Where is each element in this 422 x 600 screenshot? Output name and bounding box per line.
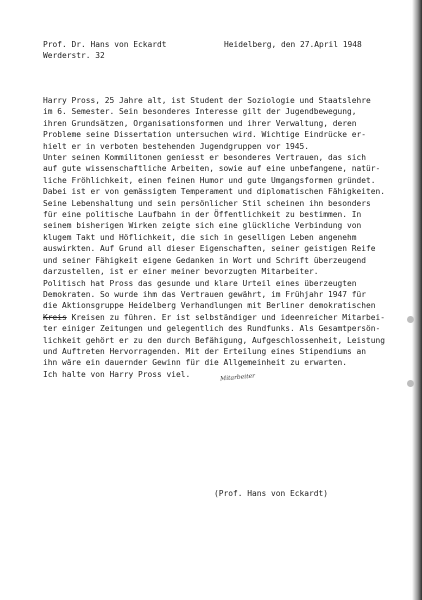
body-line: Dabei ist er von gemässigtem Temperament und diplomatischen Fähigkeiten. bbox=[43, 187, 386, 197]
body-line: darzustellen, ist er einer meiner bevorzugten Mitarbeiter. bbox=[43, 267, 319, 277]
body-line: ter einiger Zeitungen und gelegentlich des Rundfunks. Als Gesamtpersön- bbox=[43, 324, 381, 334]
body-line: Harry Pross, 25 Jahre alt, ist Student der Soziologie und Staatslehre bbox=[43, 96, 371, 105]
body-line: lichkeit gehört er zu den durch Befähigung, Aufgeschlossenheit, Leistung bbox=[43, 335, 386, 345]
handwritten-annotation: Mitarbeiter bbox=[219, 372, 256, 383]
body-line: klugem Takt und Höflichkeit, die sich in geselligen Leben angenehm bbox=[43, 232, 357, 242]
body-line: für eine politische Laufbahn in der Öffentlichkeit zu bestimmen. In bbox=[43, 210, 362, 220]
body-line: auf gute wissenschaftliche Arbeiten, sowie auf eine unbefangene, natür- bbox=[43, 164, 381, 174]
body-line: Demokraten. So wurde ihm das Vertrauen gewährt, im Frühjahr 1947 für bbox=[43, 289, 367, 299]
sender-block bbox=[43, 39, 167, 62]
body-line-rest: Kreisen zu führen. Er ist selbständiger und ideenreicher Mitarbei- bbox=[66, 312, 386, 322]
sender-street: Werderstr. 32 bbox=[43, 51, 105, 61]
body-line-with-correction bbox=[43, 313, 385, 322]
sender-name: Prof. Dr. Hans von Eckardt bbox=[43, 40, 167, 49]
body-line: Ich halte von Harry Pross viel. bbox=[43, 369, 191, 379]
body-line: Politisch hat Pross das gesunde und klare Urteil eines überzeugten bbox=[43, 278, 357, 288]
body-line: im 6. Semester. Sein besonderes Interesse gilt der Jugendbewegung, bbox=[43, 107, 357, 117]
punch-hole-upper bbox=[407, 316, 414, 323]
body-line: ihren Grundsätzen, Organisationsformen und ihrer Verwaltung, deren bbox=[43, 118, 357, 128]
page-edge-shadow bbox=[412, 0, 422, 600]
body-line: auswirkten. Auf Grund all dieser Eigenschaften, seiner geistigen Reife bbox=[43, 244, 376, 254]
body-line: Probleme seine Dissertation untersuchen wird. Wichtige Eindrücke er- bbox=[43, 130, 367, 140]
body-line: und seiner Fähigkeit eigene Gedanken in Wort und Schrift überzeugend bbox=[43, 255, 367, 265]
body-line: seinem bisherigen Wirken zeigte sich eine glückliche Verbindung von bbox=[43, 221, 362, 231]
body-line: ihn wäre ein dauernder Gewinn für die Allgemeinheit zu erwarten. bbox=[43, 358, 348, 368]
body-line: Unter seinen Kommilitonen geniesst er besonderes Vertrauen, das sich bbox=[43, 153, 367, 163]
body-line: und Auftreten Hervorragenden. Mit der Erteilung eines Stipendiums an bbox=[43, 346, 367, 356]
body-line: die Aktionsgruppe Heidelberg Verhandlungen mit Berliner demokratischen bbox=[43, 301, 376, 311]
struck-word: Kreis bbox=[43, 312, 67, 322]
body-line: liche Fröhlichkeit, einen feinen Humor und gute Umgangsformen gründet. bbox=[43, 175, 376, 185]
letter-body bbox=[43, 95, 386, 383]
body-line: Seine Lebenshaltung und sein persönlicher Stil scheinen ihn besonders bbox=[43, 198, 371, 208]
signature: (Prof. Hans von Eckardt) bbox=[214, 489, 329, 498]
place-date: Heidelberg, den 27.April 1948 bbox=[224, 40, 362, 49]
body-line: hielt er in verboten bestehenden Jugendgruppen vor 1945. bbox=[43, 141, 310, 151]
punch-hole-lower bbox=[407, 380, 414, 387]
